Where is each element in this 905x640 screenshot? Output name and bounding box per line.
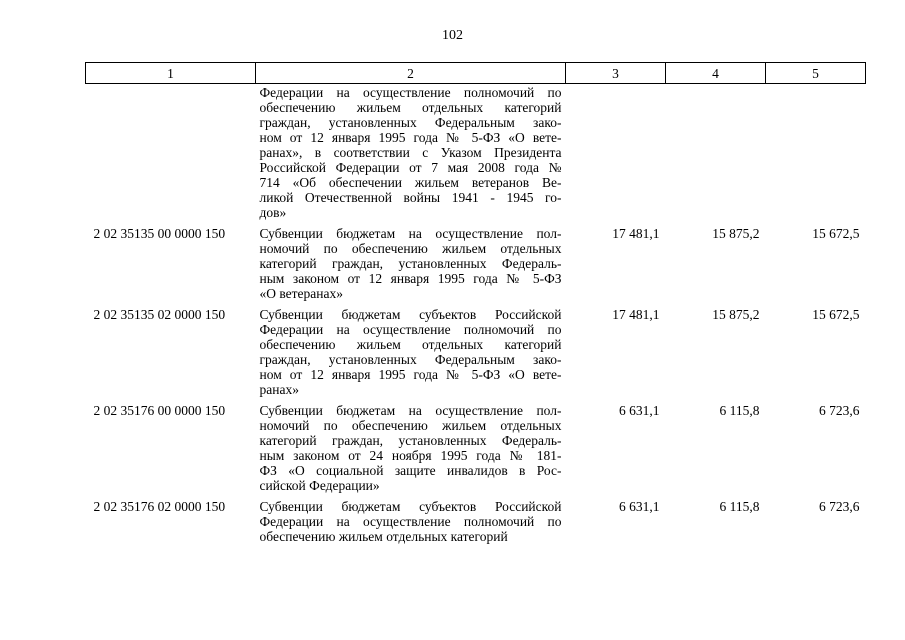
column-header-4: 4 [666,63,766,84]
description [256,403,566,499]
budget-code: 2 02 35176 00 0000 150 [93,403,226,418]
amount-v4: 6 115,8 [719,499,760,514]
description-line: номочий по обеспечению жильем отдельных [259,418,562,433]
column-header-1: 1 [86,63,256,84]
description-line: обеспечению жильем отдельных категорий [259,100,562,115]
budget-code: 2 02 35176 02 0000 150 [93,499,226,514]
amount-v3: 6 631,1 [619,403,660,418]
description-line: ным законом от 24 ноября 1995 года № 181- [259,448,562,463]
description-line: «О ветеранах» [259,286,344,301]
description-line: ранах» [259,382,299,397]
column-header-5: 5 [766,63,866,84]
description-line: 714 «Об обеспечении жильем ветеранов Ве- [259,175,562,190]
table-row [86,226,866,307]
description-line: граждан, установленных Федеральным зако- [259,115,562,130]
description-line: номочий по обеспечению жильем отдельных [259,241,562,256]
description-line: дов» [259,205,287,220]
description-line: ном от 12 января 1995 года № 5-ФЗ «О вете- [259,367,562,382]
description-line: категорий граждан, установленных Федераль- [259,433,562,448]
amount-v3: 6 631,1 [619,499,660,514]
budget-code: 2 02 35135 02 0000 150 [93,307,226,322]
table-row [86,499,866,550]
column-header-3: 3 [566,63,666,84]
description [256,499,566,550]
description-line: ФЗ «О социальной защите инвалидов в Рос- [259,463,562,478]
description-line: Федерации на осуществление полномочий по [259,85,562,100]
description [256,307,566,403]
description-line: обеспечению жильем отдельных категорий [259,337,562,352]
budget-table [85,62,866,550]
amount-v5: 6 723,6 [819,403,860,418]
description-line: ном от 12 января 1995 года № 5-ФЗ «О вете- [259,130,562,145]
description-line: Федерации на осуществление полномочий по [259,514,562,529]
budget-code: 2 02 35135 00 0000 150 [93,226,226,241]
page-number: 102 [442,28,463,43]
amount-v4: 15 875,2 [712,226,760,241]
column-header-2: 2 [256,63,566,84]
table-row [86,307,866,403]
amount-v5: 15 672,5 [812,307,860,322]
description-line: Субвенции бюджетам субъектов Российской [259,499,562,514]
description-line: Российской Федерации от 7 мая 2008 года № [259,160,562,175]
budget-code [86,84,256,227]
amount-v5: 6 723,6 [819,499,860,514]
description-line: граждан, установленных Федеральным зако- [259,352,562,367]
description-line: Федерации на осуществление полномочий по [259,322,562,337]
description-line: Субвенции бюджетам на осуществление пол- [259,226,562,241]
table-body [86,84,866,551]
amount-v3: 17 481,1 [612,226,660,241]
description [256,226,566,307]
description-line: ликой Отечественной войны 1941 - 1945 го- [259,190,562,205]
description-line: сийской Федерации» [259,478,380,493]
amount-v4: 15 875,2 [712,307,760,322]
description-line: Субвенции бюджетам субъектов Российской [259,307,562,322]
description-line: ным законом от 12 января 1995 года № 5-ФЗ [259,271,562,286]
amount-v3: 17 481,1 [612,307,660,322]
amount-v5: 15 672,5 [812,226,860,241]
description-line: Субвенции бюджетам на осуществление пол- [259,403,562,418]
amount-v4: 6 115,8 [719,403,760,418]
description-line: обеспечению жильем отдельных категорий [259,529,508,544]
table-row [86,403,866,499]
amount-v4 [666,84,766,227]
amount-v5 [766,84,866,227]
description-line: категорий граждан, установленных Федераль- [259,256,562,271]
description-line: ранах», в соответствии с Указом Президента [259,145,562,160]
amount-v3 [566,84,666,227]
description [256,84,566,227]
header-row [86,63,866,84]
table-row [86,84,866,227]
